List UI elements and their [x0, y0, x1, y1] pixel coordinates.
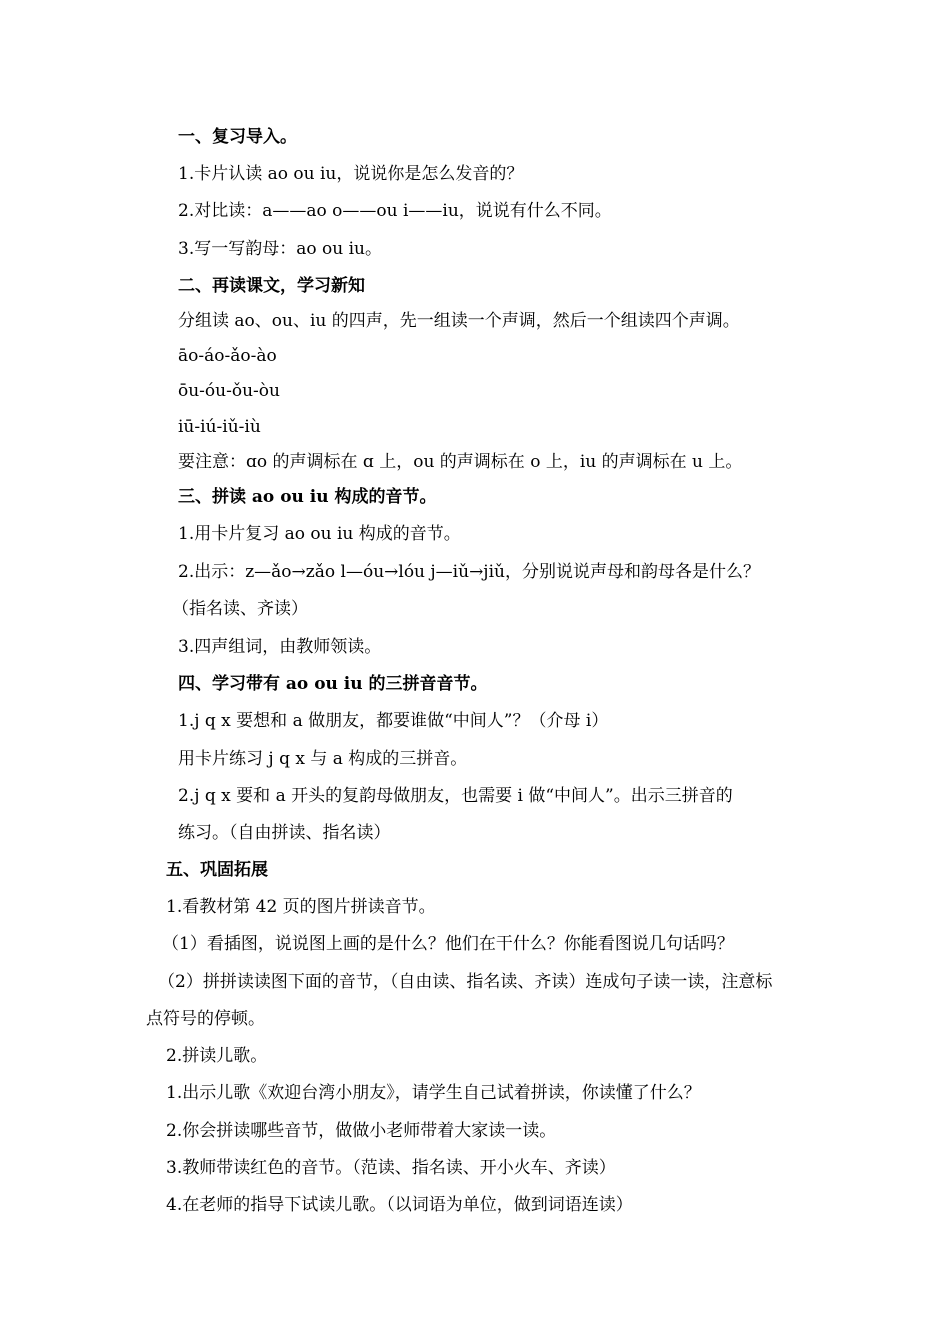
section-5-item-2: 2.拼读儿歌。: [166, 1046, 268, 1066]
section-4-item-2-cont: 练习。（自由拼读、指名读）: [178, 823, 391, 843]
section-2-intro: 分组读 ao、ou、iu 的四声，先一组读一个声调，然后一个组读四个声调。: [178, 311, 740, 331]
section-5-sub-2: （2）拼拼读读图下面的音节，（自由读、指名读、齐读）连成句子读一读，注意标: [158, 972, 773, 992]
section-4-item-2: 2.j q x 要和 a 开头的复韵母做朋友，也需要 i 做“中间人”。出示三拼音的: [178, 786, 733, 806]
section-1-heading: 一、复习导入。: [178, 127, 297, 147]
section-5-item-1: 1.看教材第 42 页的图片拼读音节。: [166, 897, 436, 917]
tone-line-ao: āo-áo-ǎo-ào: [178, 346, 277, 366]
section-3-item-3: 3.四声组词，由教师领读。: [178, 637, 382, 657]
section-5-heading: 五、巩固拓展: [166, 860, 268, 880]
section-4-item-1-sub: 用卡片练习 j q x 与 a 构成的三拼音。: [178, 749, 468, 769]
tone-line-iu: iū-iú-iǔ-iù: [178, 417, 261, 437]
section-5-step-2: 2.你会拼读哪些音节，做做小老师带着大家读一读。: [166, 1121, 557, 1141]
section-4-item-1: 1.j q x 要想和 a 做朋友，都要谁做“中间人”？（介母 i）: [178, 711, 609, 731]
section-5-sub-2-cont: 点符号的停顿。: [146, 1009, 265, 1029]
section-3-item-2-cont: （指名读、齐读）: [172, 599, 308, 619]
section-1-item-2: 2.对比读：a——ao o——ou i——iu，说说有什么不同。: [178, 201, 612, 221]
section-2-note: 要注意：ɑo 的声调标在 ɑ 上，ou 的声调标在 o 上，iu 的声调标在 u 上。: [178, 452, 743, 472]
section-5-sub-1: （1）看插图，说说图上画的是什么？他们在干什么？你能看图说几句话吗？: [162, 934, 734, 954]
section-5-step-3: 3.教师带读红色的音节。（范读、指名读、开小火车、齐读）: [166, 1158, 616, 1178]
section-3-heading: 三、拼读 ao ou iu 构成的音节。: [178, 487, 437, 507]
section-1-item-1: 1.卡片认读 ao ou iu，说说你是怎么发音的？: [178, 164, 524, 184]
section-3-item-1: 1.用卡片复习 ao ou iu 构成的音节。: [178, 524, 461, 544]
section-5-step-1: 1.出示儿歌《欢迎台湾小朋友》，请学生自己试着拼读，你读懂了什么？: [166, 1083, 701, 1103]
section-3-item-2: 2.出示：z—ǎo→zǎo l—óu→lóu j—iǔ→jiǔ，分别说说声母和韵母各是什么？: [178, 562, 760, 582]
section-5-step-4: 4.在老师的指导下试读儿歌。（以词语为单位，做到词语连读）: [166, 1195, 633, 1215]
section-1-item-3: 3.写一写韵母：ao ou iu。: [178, 239, 382, 259]
section-4-heading: 四、学习带有 ao ou iu 的三拼音音节。: [178, 674, 488, 694]
tone-line-ou: ōu-óu-ǒu-òu: [178, 381, 280, 401]
section-2-heading: 二、再读课文，学习新知: [178, 276, 365, 296]
